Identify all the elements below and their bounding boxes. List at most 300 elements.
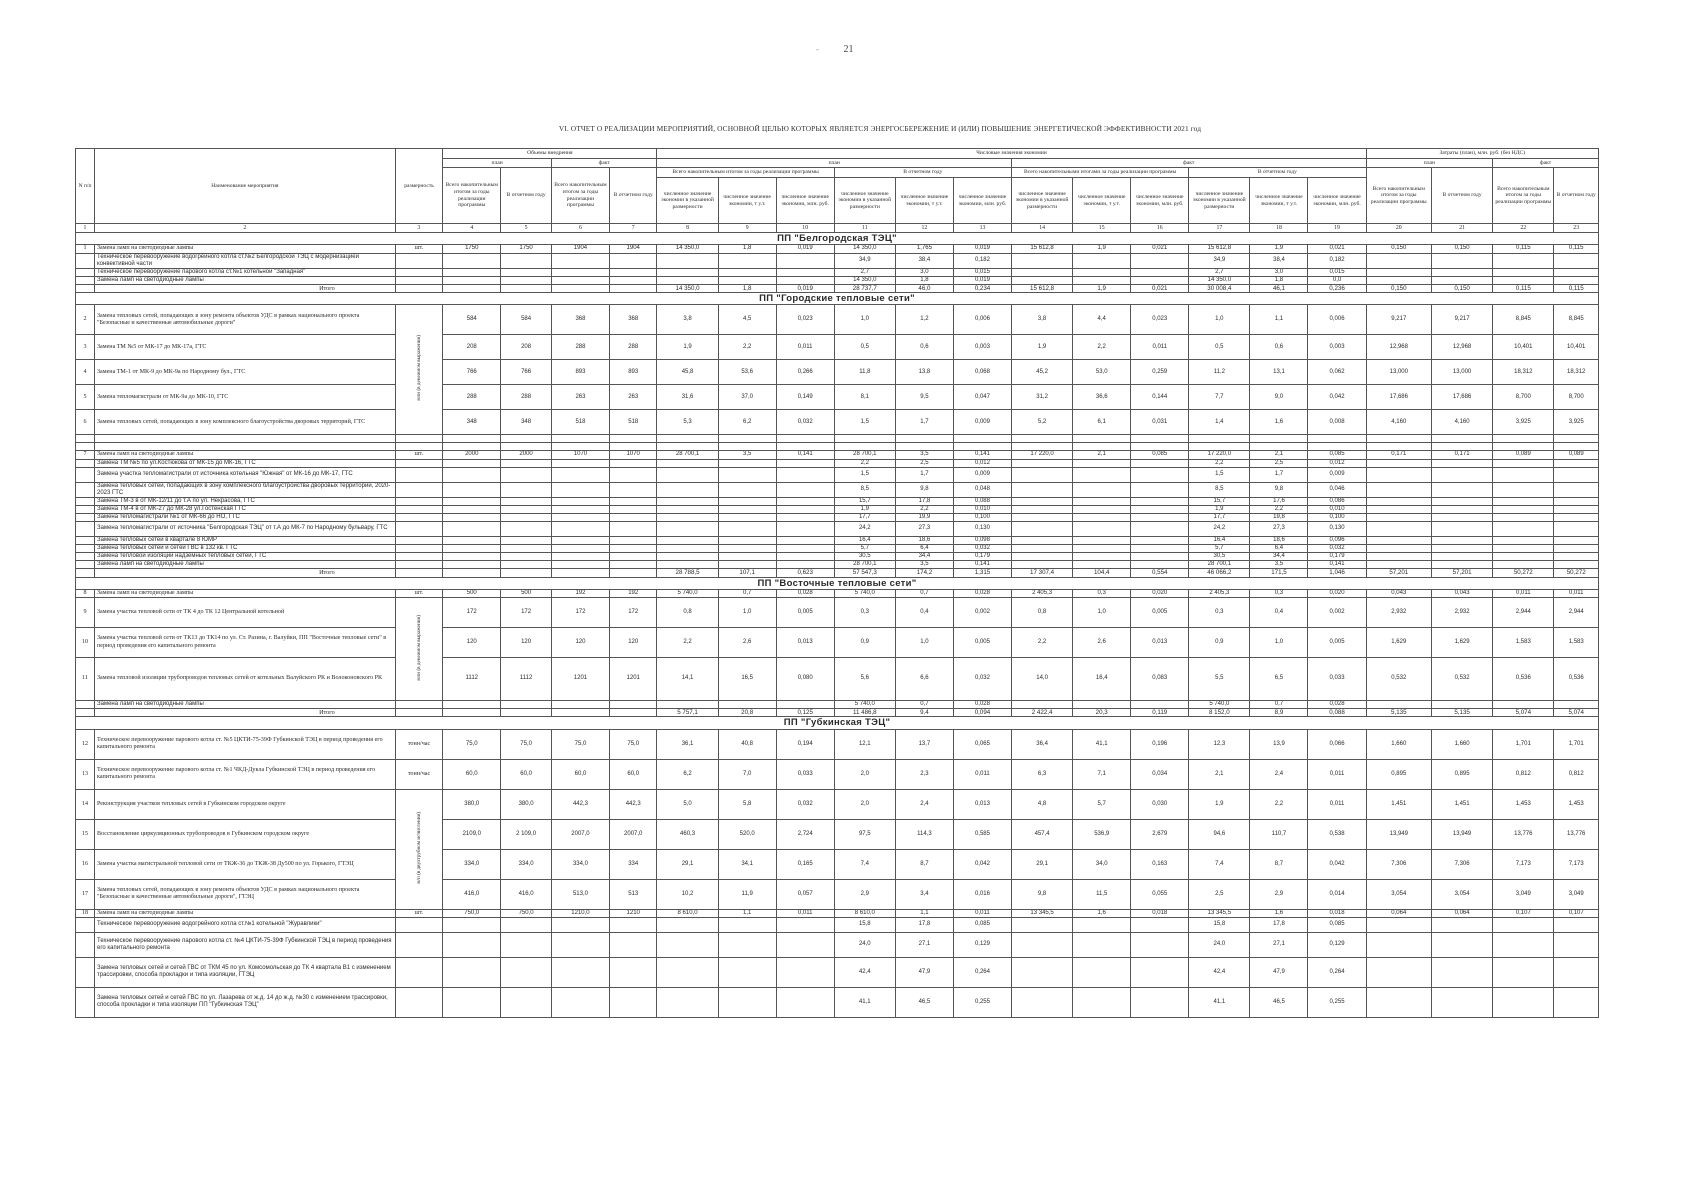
value-cell: 0,3 (1250, 589, 1308, 597)
value-cell: 0,086 (1308, 497, 1366, 505)
value-cell: 7,306 (1432, 849, 1493, 879)
column-number: 4 (443, 224, 501, 233)
value-cell: 6,4 (895, 545, 953, 553)
row-number (76, 987, 95, 1017)
value-cell (1366, 253, 1431, 268)
value-cell: 1904 (551, 245, 609, 253)
row-number: 5 (76, 385, 95, 410)
value-cell (443, 443, 501, 451)
value-cell (1366, 932, 1431, 957)
value-cell: 13,949 (1432, 819, 1493, 849)
value-cell: 36,1 (657, 729, 718, 759)
value-cell: 1,2 (895, 305, 953, 335)
value-cell: 1,9 (1250, 245, 1308, 253)
value-cell (1073, 553, 1131, 561)
value-cell: 1,0 (1250, 628, 1308, 658)
value-cell (1554, 505, 1599, 513)
value-cell (776, 268, 834, 276)
value-cell (657, 917, 718, 932)
value-cell: 60,0 (501, 759, 552, 789)
value-cell: 0,264 (953, 957, 1011, 987)
value-cell: 27,3 (1250, 521, 1308, 536)
value-cell (657, 987, 718, 1017)
value-cell: 15,7 (834, 497, 895, 505)
value-cell: 29,1 (1011, 849, 1072, 879)
measure-name: Итого (94, 709, 395, 717)
value-cell: 13,1 (1250, 360, 1308, 385)
value-cell: 9,5 (895, 385, 953, 410)
value-cell (657, 497, 718, 505)
value-cell: 24,2 (834, 521, 895, 536)
value-cell (443, 957, 501, 987)
value-cell: 28 700,1 (1189, 561, 1250, 569)
value-cell (443, 482, 501, 497)
value-cell: 192 (551, 589, 609, 597)
value-cell: 0,009 (953, 410, 1011, 435)
value-cell (501, 917, 552, 932)
value-cell (551, 435, 609, 443)
value-cell: 1,629 (1366, 628, 1431, 658)
value-cell (1011, 505, 1072, 513)
value-cell (1432, 459, 1493, 467)
value-cell (609, 701, 656, 709)
table-row (76, 789, 1599, 819)
value-cell (1308, 443, 1366, 451)
value-cell: 24,0 (1189, 932, 1250, 957)
value-cell: 172 (609, 598, 656, 628)
row-number: 16 (76, 849, 95, 879)
row-number (76, 917, 95, 932)
value-cell (1493, 957, 1554, 987)
value-cell: 46 066,2 (1189, 569, 1250, 577)
value-cell: 0,895 (1432, 759, 1493, 789)
value-cell (501, 467, 552, 482)
measure-name: Замена участка магистральной тепловой сети от ТКЖ-36 до ТКЖ-38 Ду500 по ул. Горького, ГТЭЦ (94, 849, 395, 879)
value-cell: 174,2 (895, 569, 953, 577)
value-cell (609, 536, 656, 544)
value-cell: 34,0 (1073, 849, 1131, 879)
value-cell: 0,015 (953, 268, 1011, 276)
value-cell (609, 284, 656, 292)
row-number: 12 (76, 729, 95, 759)
value-cell (609, 276, 656, 284)
value-cell: 75,0 (501, 729, 552, 759)
value-cell: 0,5 (1189, 335, 1250, 360)
value-cell (551, 521, 609, 536)
value-cell: 0,236 (1308, 284, 1366, 292)
value-cell (1554, 467, 1599, 482)
unit-cell (395, 505, 442, 513)
measure-name: Замена ламп на светодиодные лампы (94, 701, 395, 709)
value-cell (1554, 459, 1599, 467)
value-cell: 0,011 (953, 909, 1011, 917)
value-cell: 766 (443, 360, 501, 385)
value-cell: 1,5 (834, 467, 895, 482)
measure-name: Замена тепловых сетей и сетей ГВС в 132 кв. ГТС (94, 545, 395, 553)
value-cell: 0,032 (953, 658, 1011, 701)
unit-cell (395, 545, 442, 553)
table-row (76, 879, 1599, 909)
value-cell (443, 435, 501, 443)
value-cell: 1,701 (1554, 729, 1599, 759)
value-cell: 0,196 (1131, 729, 1189, 759)
unit-cell (395, 917, 442, 932)
value-cell: 46,0 (895, 284, 953, 292)
value-cell: 28 700,1 (657, 451, 718, 459)
value-cell (1011, 553, 1072, 561)
value-cell (776, 443, 834, 451)
value-cell: 8,845 (1554, 305, 1599, 335)
value-cell (443, 709, 501, 717)
value-cell: 172 (501, 598, 552, 628)
value-cell: 0,033 (1308, 658, 1366, 701)
section-title: ПП "Губкинская ТЭЦ" (76, 717, 1599, 729)
header-savings: Числовые значения экономии (657, 149, 1366, 159)
value-cell: 14 350,0 (657, 284, 718, 292)
value-cell (1432, 505, 1493, 513)
row-number: 13 (76, 759, 95, 789)
value-cell: 60,0 (551, 759, 609, 789)
value-cell: 3,049 (1493, 879, 1554, 909)
value-cell (501, 545, 552, 553)
value-cell: 0,812 (1554, 759, 1599, 789)
value-cell (718, 253, 776, 268)
value-cell (1493, 553, 1554, 561)
table-row (76, 245, 1599, 253)
value-cell (1073, 505, 1131, 513)
value-cell: 1,9 (1189, 505, 1250, 513)
value-cell (443, 553, 501, 561)
value-cell (609, 709, 656, 717)
value-cell: 442,3 (551, 789, 609, 819)
table-row (76, 482, 1599, 497)
table-row (76, 505, 1599, 513)
value-cell: 18,312 (1554, 360, 1599, 385)
measure-name: Замена ламп на светодиодные лампы (94, 909, 395, 917)
value-cell (776, 545, 834, 553)
value-cell: 3,925 (1554, 410, 1599, 435)
value-cell: 6,4 (1250, 545, 1308, 553)
value-cell: 1,4 (1189, 410, 1250, 435)
value-cell (443, 505, 501, 513)
value-cell: 0,028 (953, 701, 1011, 709)
value-cell (776, 276, 834, 284)
value-cell: 7,306 (1366, 849, 1431, 879)
value-cell: 0,150 (1366, 284, 1431, 292)
value-cell (1073, 932, 1131, 957)
value-cell: 2,2 (1073, 335, 1131, 360)
value-cell: 1,9 (1189, 789, 1250, 819)
value-cell: 17,8 (895, 497, 953, 505)
column-number: 9 (718, 224, 776, 233)
value-cell: 2,1 (1073, 451, 1131, 459)
value-cell: 0,068 (953, 360, 1011, 385)
value-cell: 1,5 (1189, 467, 1250, 482)
value-cell: 120 (551, 628, 609, 658)
value-cell: 0,149 (776, 385, 834, 410)
value-cell (718, 459, 776, 467)
value-cell: 5,5 (1189, 658, 1250, 701)
value-cell: 60,0 (609, 759, 656, 789)
measure-name: Замена тепловых сетей и сетей ГВС по ул. Лазарева от ж.д. 14 до ж.д. №30 с изменением трассировки, способа прокладки и типа изоляции ПП "Губкинская ТЭЦ" (94, 987, 395, 1017)
value-cell: 5,0 (657, 789, 718, 819)
unit-cell: шт. (395, 245, 442, 253)
value-cell: 34,9 (834, 253, 895, 268)
value-cell (657, 435, 718, 443)
value-cell (443, 467, 501, 482)
value-cell (551, 268, 609, 276)
value-cell (1131, 932, 1189, 957)
value-cell: 13,776 (1554, 819, 1599, 849)
value-cell: 0,259 (1131, 360, 1189, 385)
value-cell (1073, 561, 1131, 569)
value-cell: 0,089 (1554, 451, 1599, 459)
column-number: 8 (657, 224, 718, 233)
value-cell: 5,7 (1073, 789, 1131, 819)
value-cell: 0,080 (776, 658, 834, 701)
value-cell: 1,0 (1189, 305, 1250, 335)
value-cell (1250, 435, 1308, 443)
value-cell (657, 553, 718, 561)
value-cell (1189, 443, 1250, 451)
value-cell: 41,1 (1073, 729, 1131, 759)
value-cell: 1201 (609, 658, 656, 701)
value-cell (1366, 513, 1431, 521)
unit-cell (395, 305, 442, 435)
measure-name: Техническое перевооружение парового котла ст. №5 ЦКТИ-75-39Ф Губкинской ТЭЦ в период проведения его капитального ремонта (94, 729, 395, 759)
value-cell: 1,6 (1250, 909, 1308, 917)
value-cell (718, 987, 776, 1017)
value-cell (1432, 268, 1493, 276)
value-cell: 0,021 (1131, 245, 1189, 253)
value-cell: 9,217 (1366, 305, 1431, 335)
value-cell (501, 505, 552, 513)
value-cell: 8 610,0 (657, 909, 718, 917)
value-cell (609, 253, 656, 268)
row-number (76, 521, 95, 536)
value-cell (953, 435, 1011, 443)
value-cell: 0,019 (776, 245, 834, 253)
value-cell: 19,9 (895, 513, 953, 521)
value-cell: 442,3 (609, 789, 656, 819)
value-cell: 17,6 (1250, 497, 1308, 505)
value-cell (776, 553, 834, 561)
value-cell: 2,944 (1554, 598, 1599, 628)
value-cell: 2,932 (1432, 598, 1493, 628)
value-cell: 0,182 (1308, 253, 1366, 268)
value-cell (1011, 545, 1072, 553)
row-number: 17 (76, 879, 95, 909)
value-cell (1554, 917, 1599, 932)
value-cell: 1070 (609, 451, 656, 459)
table-row (76, 305, 1599, 335)
value-cell (1011, 561, 1072, 569)
value-cell (609, 443, 656, 451)
value-cell (718, 467, 776, 482)
value-cell: 17,686 (1366, 385, 1431, 410)
value-cell (1131, 459, 1189, 467)
value-cell (1554, 443, 1599, 451)
value-cell (1131, 561, 1189, 569)
table-row (76, 410, 1599, 435)
value-cell: 0,064 (1366, 909, 1431, 917)
value-cell (1073, 435, 1131, 443)
value-cell: 0,255 (1308, 987, 1366, 1017)
value-cell: 1,0 (1073, 598, 1131, 628)
value-cell: 2,944 (1493, 598, 1554, 628)
value-cell: 34,1 (718, 849, 776, 879)
value-cell (1554, 987, 1599, 1017)
value-cell: 0,033 (776, 759, 834, 789)
value-cell: 2,6 (718, 628, 776, 658)
value-cell (1366, 536, 1431, 544)
measure-name: Замена тепломагистрали №1 от МК-66 до НО, ГТС (94, 513, 395, 521)
value-cell: 0,021 (1308, 245, 1366, 253)
value-cell (1366, 987, 1431, 1017)
value-cell (501, 569, 552, 577)
value-cell: 16,4 (1073, 658, 1131, 701)
value-cell: 4,160 (1366, 410, 1431, 435)
value-cell: 13,000 (1432, 360, 1493, 385)
value-cell: 0,107 (1554, 909, 1599, 917)
header-cost-plan-year: В отчетном году (1432, 168, 1493, 224)
value-cell (551, 467, 609, 482)
value-cell: 0,046 (1308, 482, 1366, 497)
value-cell: 893 (551, 360, 609, 385)
value-cell: 0,141 (953, 451, 1011, 459)
table-row (76, 497, 1599, 505)
value-cell: 8,7 (895, 849, 953, 879)
measure-name: Замена участка тепломагистрали от источника котельная "Южная" от МК-16 до МК-17, ГТС (94, 467, 395, 482)
table-row (76, 536, 1599, 544)
value-cell (1432, 987, 1493, 1017)
value-cell (718, 561, 776, 569)
value-cell (1073, 268, 1131, 276)
value-cell: 7,7 (1189, 385, 1250, 410)
value-cell (657, 268, 718, 276)
measure-name: Замена участка тепловой сети от ТК 4 до ТК 12 Центральной котельной (94, 598, 395, 628)
column-number: 17 (1189, 224, 1250, 233)
value-cell: 0,100 (1308, 513, 1366, 521)
value-cell (657, 545, 718, 553)
measure-name: Замена тепловой изоляции надземных тепловых сетей, ГТС (94, 553, 395, 561)
value-cell (1011, 443, 1072, 451)
value-cell: 5,8 (718, 789, 776, 819)
value-cell: 1,0 (834, 305, 895, 335)
measure-name: Замена тепловых сетей и сетей ГВС от ТКМ 45 по ул. Комсомольская до ТК 4 квартала В1 с изменением трассировки, способа прокладки и типа изоляции, ГТЭЦ (94, 957, 395, 987)
value-cell: 5,3 (657, 410, 718, 435)
value-cell (609, 545, 656, 553)
value-cell: 3,0 (1250, 268, 1308, 276)
unit-cell (395, 932, 442, 957)
value-cell (1554, 932, 1599, 957)
unit-cell: шт. (395, 909, 442, 917)
value-cell (895, 443, 953, 451)
report-table (75, 148, 1599, 1018)
value-cell: 0,536 (1554, 658, 1599, 701)
value-cell (443, 276, 501, 284)
value-cell (1131, 521, 1189, 536)
value-cell: 2,724 (776, 819, 834, 849)
value-cell: 120 (443, 628, 501, 658)
value-cell (609, 553, 656, 561)
value-cell: 14,1 (657, 658, 718, 701)
value-cell: 75,0 (443, 729, 501, 759)
value-cell: 0,032 (1308, 545, 1366, 553)
value-cell: 1,1 (895, 909, 953, 917)
value-cell (1250, 443, 1308, 451)
value-cell: 2,5 (1189, 879, 1250, 909)
value-cell: 2,7 (834, 268, 895, 276)
value-cell: 0,023 (1131, 305, 1189, 335)
row-number (76, 467, 95, 482)
row-number (76, 569, 95, 577)
value-cell (1554, 268, 1599, 276)
value-cell: 0,002 (953, 598, 1011, 628)
value-cell: 0,032 (953, 545, 1011, 553)
value-cell: 0,043 (1366, 589, 1431, 597)
value-cell: 0,107 (1493, 909, 1554, 917)
value-cell (1131, 553, 1189, 561)
value-cell: 13,776 (1493, 819, 1554, 849)
value-cell: 10,2 (657, 879, 718, 909)
value-cell (609, 917, 656, 932)
value-cell: 1750 (443, 245, 501, 253)
value-cell: 0,006 (1308, 305, 1366, 335)
value-cell: 11 486,8 (834, 709, 895, 717)
measure-name: Замена тепловых сетей, попадающих в зону комплексного благоустройства дворовых территорий, ГТС (94, 410, 395, 435)
value-cell (1131, 701, 1189, 709)
value-cell: 31,2 (1011, 385, 1072, 410)
value-cell: 97,5 (834, 819, 895, 849)
measure-name: Техническое перевооружение парового котла ст. №4 ЦКТИ-75-39Ф Губкинской ТЭЦ в период проведения его капитального ремонта (94, 932, 395, 957)
value-cell (718, 701, 776, 709)
value-cell (501, 268, 552, 276)
unit-cell (395, 536, 442, 544)
value-cell (776, 513, 834, 521)
value-cell: 15 612,8 (1189, 245, 1250, 253)
value-cell: 0,088 (1308, 709, 1366, 717)
header-savings-plan: план (657, 158, 1012, 168)
value-cell (1432, 932, 1493, 957)
value-cell (1131, 987, 1189, 1017)
value-cell: 13 345,5 (1011, 909, 1072, 917)
value-cell: 518 (609, 410, 656, 435)
value-cell (1011, 987, 1072, 1017)
value-cell: 42,4 (834, 957, 895, 987)
unit-cell (395, 569, 442, 577)
value-cell: 14 350,0 (834, 245, 895, 253)
measure-name: Техническое перевооружение парового котла ст. №1 ЧКД-Дукла Губкинской ТЭЦ в период проведения его капитального ремонта (94, 759, 395, 789)
value-cell: 0,042 (1308, 385, 1366, 410)
value-cell: 8,5 (834, 482, 895, 497)
value-cell: 16,4 (1189, 536, 1250, 544)
value-cell: 500 (443, 589, 501, 597)
value-cell: 7,4 (1189, 849, 1250, 879)
value-cell: 17 307,4 (1011, 569, 1072, 577)
value-cell (443, 284, 501, 292)
measure-name (94, 435, 395, 443)
value-cell (551, 917, 609, 932)
value-cell: 0,266 (776, 360, 834, 385)
value-cell: 0,129 (1308, 932, 1366, 957)
value-cell (657, 513, 718, 521)
value-cell (501, 435, 552, 443)
measure-name: Замена тепловой изоляции трубопроводов тепловых сетей от котельных Валуйского РК и Волоконовского РК (94, 658, 395, 701)
value-cell (1432, 917, 1493, 932)
value-cell: 13,7 (895, 729, 953, 759)
column-number: 21 (1432, 224, 1493, 233)
